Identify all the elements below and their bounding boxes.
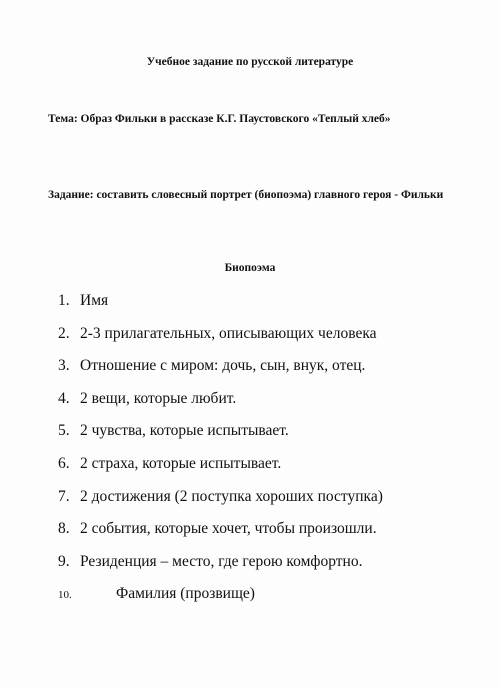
item-number: 6. [58, 454, 70, 472]
item-text: Резиденция – место, где герою комфортно. [80, 552, 363, 570]
list-item [58, 292, 383, 325]
item-number: 3. [58, 357, 70, 375]
item-text: 2 чувства, которые испытывает. [80, 422, 289, 440]
list-item [58, 585, 383, 618]
item-text: 2 страха, которые испытывает. [80, 454, 282, 472]
item-number: 2. [58, 324, 70, 342]
item-number: 4. [58, 389, 70, 407]
item-number: 8. [58, 520, 70, 538]
list-item [58, 488, 383, 521]
item-text: Имя [80, 292, 109, 309]
list-item [58, 325, 383, 358]
list-item [58, 553, 383, 586]
item-number: 9. [58, 552, 70, 570]
item-text: 2 достижения (2 поступка хороших поступка) [80, 487, 383, 505]
document-title: Учебное задание по русской литературе [146, 56, 354, 68]
item-text: 2-3 прилагательных, описывающих человека [80, 324, 377, 342]
item-text: 2 события, которые хочет, чтобы произошли. [80, 520, 377, 538]
list-item [58, 455, 383, 488]
topic-text: Тема: Образ Фильки в рассказе К.Г. Паустовского «Теплый хлеб» [48, 113, 391, 125]
item-number: 7. [58, 487, 70, 505]
item-number: 5. [58, 422, 70, 440]
list-item [58, 357, 383, 390]
list-item [58, 390, 383, 423]
section-title: Биопоэма [224, 262, 276, 274]
item-text: Фамилия (прозвище) [116, 585, 255, 603]
list-item [58, 520, 383, 553]
item-text: 2 вещи, которые любит. [80, 389, 237, 407]
item-number: 1. [58, 292, 70, 309]
item-number: 10. [58, 589, 72, 602]
item-text: Отношение с миром: дочь, сын, внук, отец. [80, 357, 366, 375]
list-item [58, 422, 383, 455]
biopoem-list [58, 292, 383, 618]
task-text: Задание: составить словесный портрет (биопоэма) главного героя - Фильки [48, 189, 444, 201]
